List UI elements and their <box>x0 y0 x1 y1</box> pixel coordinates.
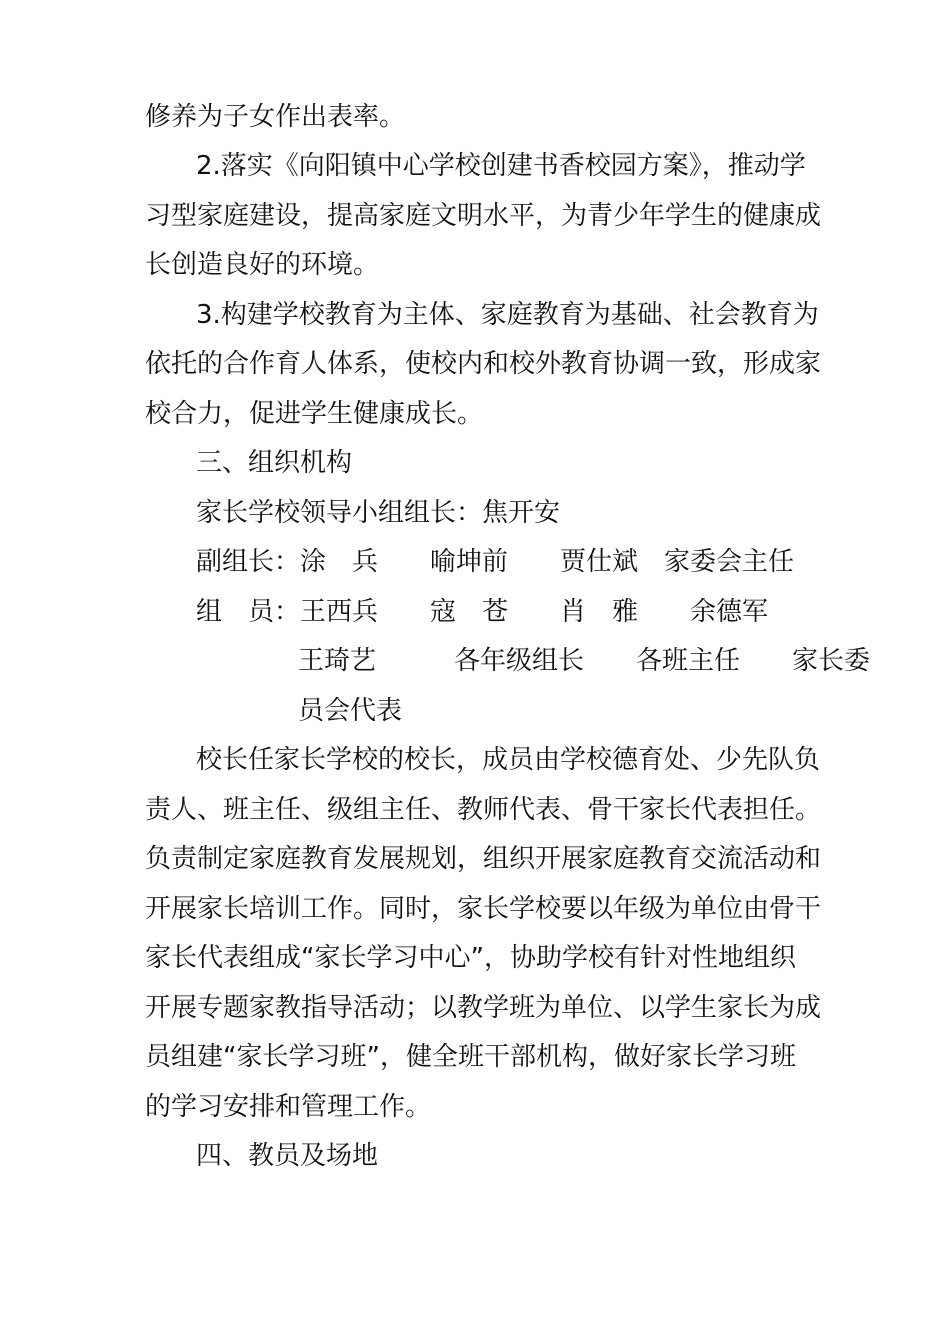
paragraph-line: 长创造良好的环境。 <box>145 250 380 280</box>
paragraph-line: 负责制定家庭教育发展规划，组织开展家庭教育交流活动和 <box>145 844 822 874</box>
paragraph-line: 家长代表组成“家长学习中心”，协助学校有针对性地组织 <box>145 943 796 973</box>
leader-line: 家长学校领导小组组长：焦开安 <box>196 498 561 528</box>
members-line: 组 员：王西兵 寇 苍 肖 雅 余德军 <box>196 597 769 627</box>
paragraph-line: 2.落实《向阳镇中心学校创建书香校园方案》，推动学 <box>196 151 806 181</box>
members-continuation-line: 王琦艺 各年级组长 各班主任 家长委 <box>298 646 871 676</box>
paragraph-line: 的学习安排和管理工作。 <box>145 1092 432 1122</box>
paragraph-line: 校合力，促进学生健康成长。 <box>145 399 484 429</box>
paragraph-line: 修养为子女作出表率。 <box>145 102 406 132</box>
section-heading: 四、教员及场地 <box>196 1141 379 1171</box>
section-heading: 三、组织机构 <box>196 448 353 478</box>
paragraph-line: 责人、班主任、级组主任、教师代表、骨干家长代表担任。 <box>145 795 822 825</box>
members-continuation-line: 员会代表 <box>298 696 403 726</box>
paragraph-line: 依托的合作育人体系，使校内和校外教育协调一致，形成家 <box>145 349 822 379</box>
paragraph-line: 习型家庭建设，提高家庭文明水平，为青少年学生的健康成 <box>145 201 822 231</box>
paragraph-line: 开展专题家教指导活动；以教学班为单位、以学生家长为成 <box>145 993 822 1023</box>
paragraph-line: 3.构建学校教育为主体、家庭教育为基础、社会教育为 <box>196 300 819 330</box>
paragraph-line: 员组建“家长学习班”，健全班干部机构，做好家长学习班 <box>145 1042 796 1072</box>
paragraph-line: 开展家长培训工作。同时，家长学校要以年级为单位由骨干 <box>145 894 822 924</box>
deputy-leaders-line: 副组长：涂 兵 喻坤前 贾仕斌 家委会主任 <box>196 547 795 577</box>
paragraph-line: 校长任家长学校的校长，成员由学校德育处、少先队负 <box>196 745 821 775</box>
